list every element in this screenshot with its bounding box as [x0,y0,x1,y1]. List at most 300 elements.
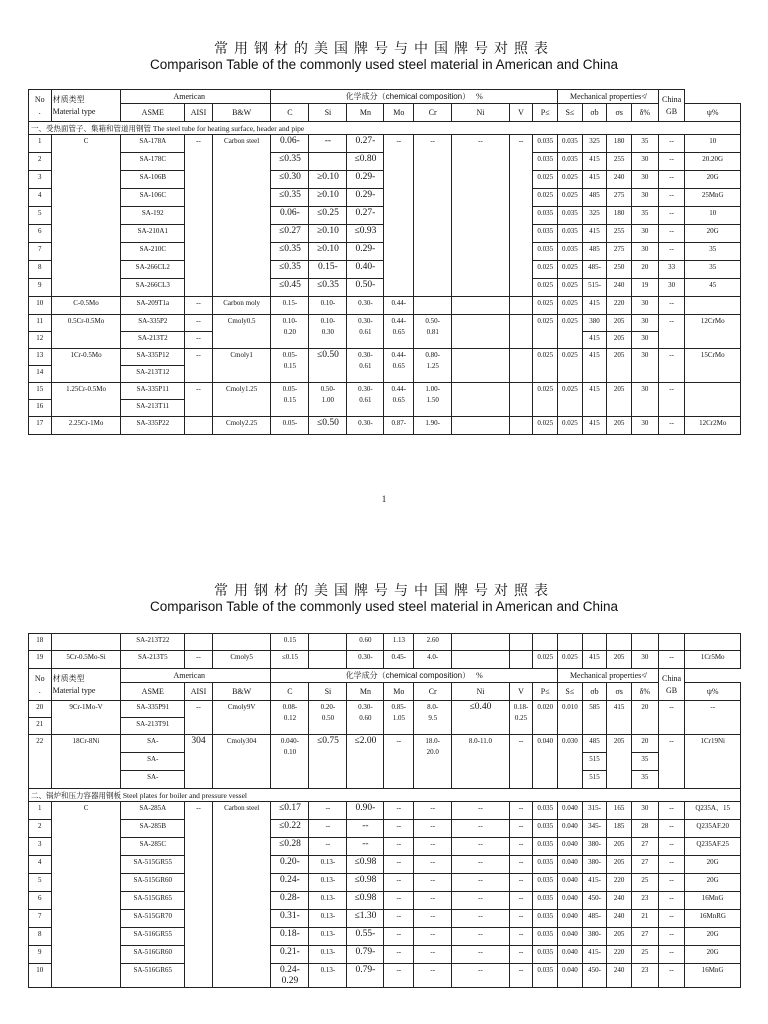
header-mn: Mn [347,104,384,122]
table-cell: 205 [607,383,632,417]
table-cell: 205 [607,315,632,332]
table-cell: -- [658,315,685,349]
table-cell: 240 [607,892,632,910]
table-cell: 0.06- [271,135,309,153]
table-cell: 15CrMo [685,349,741,383]
header-mo: Mo [384,683,414,701]
table-cell: 0.21- [271,946,309,964]
table-cell: 240 [607,964,632,988]
table-cell: 30 [632,171,659,189]
table-cell: 0.10- [309,297,347,315]
table-cell: 0.13- [309,928,347,946]
table-cell: 15 [29,383,52,400]
material-cell: C-0.5Mo [51,297,121,315]
table-cell: 8.0-11.0 [452,735,510,789]
table-cell: 0.13- [309,892,347,910]
header-american: American [121,669,271,683]
table-cell: -- [414,946,452,964]
table-cell [685,383,741,417]
table-row [29,892,741,910]
header-sb: σb [582,683,607,701]
table-cell: -- [658,735,685,789]
table-cell: 30 [632,189,659,207]
table-cell: SA- [121,753,185,771]
table-cell: ≥0.10 [309,225,347,243]
table-cell: -- [384,802,414,820]
table-cell: 415 [582,651,607,669]
table-cell: 4.0- [414,651,452,669]
table-row [29,315,741,332]
table-cell: 205 [607,928,632,946]
table-cell: ≤0.45 [271,279,309,297]
table-cell [509,315,533,349]
table-cell: ≤0.35 [271,153,309,171]
section-row [29,122,741,135]
table-cell: 0.040 [558,928,583,946]
table-cell: 10 [685,207,741,225]
table-cell: 28 [631,820,658,838]
table-cell [452,383,510,417]
table-cell: 0.025 [558,383,583,417]
table-cell: 0.13- [309,856,347,874]
table-cell: SA-335P22 [121,417,185,435]
table-cell: 20G [685,928,741,946]
table-cell: 0.035 [558,153,583,171]
table-cell: 240 [607,910,632,928]
table-cell: 30 [632,243,659,261]
table-cell [309,634,347,651]
table-cell: ≥0.10 [309,189,347,207]
table-cell: 11 [29,315,52,332]
table-cell: -- [452,802,510,820]
table-cell: 250 [607,261,632,279]
table-cell: 10 [29,297,52,315]
table-cell: 30 [632,349,659,383]
table-cell: 4 [29,856,52,874]
table-cell: 7 [29,243,52,261]
table-cell: -- [347,820,384,838]
table-cell: 485 [582,243,607,261]
table-cell: -- [658,701,685,735]
table-cell: 0.040 [533,735,558,789]
table-cell [452,349,510,383]
table-cell: -- [414,135,452,297]
table-cell: -- [658,964,685,988]
header-mechanical: Mechanical properties≮ [558,669,659,683]
table-cell: 0.025 [533,383,558,417]
table-cell: Q235AF.25 [685,838,741,856]
header-ni: Ni [452,683,510,701]
table-cell: 1.13 [384,634,414,651]
table-cell: 0.025 [558,349,583,383]
table-cell: 0.13- [309,874,347,892]
table-cell: ≤0.30 [271,171,309,189]
table-cell: SA-335P11 [121,383,185,400]
table-cell: 0.040 [558,964,583,988]
table-cell: 205 [607,856,632,874]
table-cell: 0.15 [271,634,309,651]
header-row [29,669,741,683]
table-cell: SA-335P2 [121,315,185,332]
header-psi: ψ% [685,683,741,701]
table-cell [452,651,510,669]
table-cell: 4 [29,189,52,207]
material-cell: 9Cr-1Mo-V [51,701,121,735]
table-cell: 325 [582,135,607,153]
table-cell: -- [309,802,347,820]
table-cell: 515 [582,753,607,771]
table-cell: 0.29- [347,189,384,207]
header-c: C [271,104,309,122]
table-cell: 0.15- [271,297,309,315]
table-cell: 0.035 [533,225,558,243]
section-row [29,789,741,802]
table-cell: 0.040 [558,892,583,910]
section-heading: 二、锅炉和压力容器用钢板 Steel plates for boiler and pressure vessel [29,789,741,802]
table-cell: 2.60 [414,634,452,651]
table-cell: 20.20G [685,153,741,171]
table-cell: 0.31- [271,910,309,928]
material-cell: 2.25Cr-1Mo [51,417,121,435]
table-cell: -- [685,701,741,735]
table-cell: Q235A、15 [685,802,741,820]
table-cell: SA-106B [121,171,185,189]
table-cell: 180 [607,207,632,225]
table-cell: 27 [631,838,658,856]
table-cell: 0.025 [558,279,583,297]
table-cell: -- [658,802,685,820]
table-cell: 1Cr5Mo [685,651,741,669]
table-cell: 0.24- 0.29 [271,964,309,988]
table-cell: 16MnG [685,892,741,910]
table-cell: SA-178C [121,153,185,171]
table-cell: -- [509,856,533,874]
header-psi: ψ% [685,104,741,122]
table-cell: 30 [631,651,658,669]
table-cell: 23 [631,892,658,910]
table-cell [452,634,510,651]
table-cell: 315- [582,802,607,820]
table-cell: SA- [121,735,185,753]
table-cell: 0.035 [533,243,558,261]
table-cell: ≤0.35 [309,279,347,297]
table-cell: 205 [607,417,632,435]
table-cell: ≥0.10 [309,171,347,189]
table-cell: 12CrMo [685,315,741,349]
table-cell: 205 [607,838,632,856]
table-cell [452,417,510,435]
table-cell [607,634,632,651]
table-cell: ≤0.17 [271,802,309,820]
table-cell: -- [384,820,414,838]
table-cell: -- [185,802,213,988]
table-cell: 0.010 [558,701,583,735]
table-cell: -- [658,910,685,928]
table-cell: 485 [582,735,607,753]
table-cell: 18 [29,634,52,651]
table-cell: 35 [631,771,658,789]
table-cell: SA-516GR60 [121,946,185,964]
table-cell: 220 [607,297,632,315]
table-cell [558,634,583,651]
table-cell: 2 [29,820,52,838]
table-cell: -- [384,928,414,946]
table-cell: 0.50- 0.81 [414,315,452,349]
table-cell: -- [658,856,685,874]
table-cell: 0.44- 0.65 [384,349,414,383]
table-cell: 275 [607,189,632,207]
table-cell: -- [414,856,452,874]
table-cell: ≤0.98 [347,856,384,874]
table-cell [509,297,533,315]
table-cell: -- [452,928,510,946]
table-cell: SA- [121,771,185,789]
table-cell: 0.15- [309,261,347,279]
table-cell: -- [185,651,213,669]
table-cell: 0.28- [271,892,309,910]
table-cell: 380- [582,928,607,946]
table-cell: 0.035 [558,225,583,243]
table-cell: 30 [632,417,659,435]
table-cell: 25 [631,946,658,964]
table-cell: 0.44- [384,297,414,315]
table-row [29,802,741,820]
table-cell: 345- [582,820,607,838]
table-row [29,349,741,366]
header-asme: ASME [121,683,185,701]
table-cell: 0.30- [347,297,384,315]
header-mo: Mo [384,104,414,122]
table-cell: 8 [29,928,52,946]
table-cell: 20G [685,171,741,189]
table-cell: 0.18- 0.25 [509,701,533,735]
table-cell: 1.00- 1.50 [414,383,452,417]
table-cell: 325 [582,207,607,225]
table-cell [685,297,741,315]
table-cell: 180 [607,135,632,153]
table-cell: ≤0.40 [452,701,510,735]
table-cell: 6 [29,225,52,243]
table-cell: 240 [607,171,632,189]
table-cell [631,634,658,651]
table-cell: -- [658,417,685,435]
table-cell [685,634,741,651]
table-cell: 0.025 [558,315,583,349]
table-cell: -- [414,802,452,820]
table-cell: -- [185,332,213,349]
table-cell: Carbon steel [212,802,271,988]
table-cell: 20G [685,856,741,874]
header-delta: δ% [632,104,659,122]
title-english: Comparison Table of the commonly used steel material in American and China [150,57,618,72]
header-v: V [509,683,533,701]
table-cell: 0.035 [533,838,558,856]
table-cell: 0.035 [558,243,583,261]
table-cell: 35 [685,261,741,279]
table-cell: -- [309,135,347,153]
table-cell: 20 [631,735,658,753]
table-cell: 415 [582,153,607,171]
table-cell: 30 [632,332,659,349]
table-cell: 0.040 [558,910,583,928]
table-cell: 0.035 [533,946,558,964]
table-cell: Cmoly304 [212,735,271,789]
header-row [29,104,741,122]
table-cell: SA-285B [121,820,185,838]
table-cell: -- [509,946,533,964]
table-cell: 20G [685,946,741,964]
table-cell: 165 [607,802,632,820]
table-cell: -- [509,135,533,297]
table-cell: SA-192 [121,207,185,225]
table-cell: 0.30- [347,417,384,435]
table-cell: -- [658,171,685,189]
table-cell: 0.025 [558,417,583,435]
table-cell: 19 [29,651,52,669]
table-cell: 450- [582,892,607,910]
table-cell: 9 [29,946,52,964]
table-cell: SA-210A1 [121,225,185,243]
table-cell: 304 [185,735,213,789]
table-cell: 30 [632,315,659,332]
table-row [29,928,741,946]
section-heading: 一、受热面管子、集箱和管道用钢管 The steel tube for heating surface, header and pipe [29,122,741,135]
header-no: No . [29,90,52,122]
steel-table-2 [28,633,741,988]
table-cell: -- [658,946,685,964]
table-cell: 0.025 [533,171,558,189]
table-cell: -- [452,820,510,838]
table-cell: -- [384,892,414,910]
table-cell: SA-285C [121,838,185,856]
table-cell: 8.0- 9.5 [414,701,452,735]
table-cell: 0.29- [347,243,384,261]
table-cell: 0.035 [533,153,558,171]
table-cell: 0.60 [347,634,384,651]
table-cell: 0.025 [533,279,558,297]
material-cell: 18Cr-8Ni [51,735,121,789]
table-cell: SA-335P12 [121,349,185,366]
table-cell: 3 [29,838,52,856]
table-cell: 0.025 [558,171,583,189]
table-cell: 515- [582,279,607,297]
table-cell: -- [414,892,452,910]
table-cell: SA-213T91 [121,718,185,735]
table-cell: 9 [29,279,52,297]
table-cell: SA-516GR65 [121,964,185,988]
table-cell: 0.30- [347,651,384,669]
table-cell: 25MnG [685,189,741,207]
table-cell: 415 [582,349,607,383]
table-cell: 485- [582,910,607,928]
table-cell: 0.035 [533,207,558,225]
table-cell: 5 [29,874,52,892]
table-cell: ≤0.98 [347,874,384,892]
table-cell: -- [452,838,510,856]
header-sb: σb [582,104,607,122]
table-cell: 0.035 [533,820,558,838]
table-cell [212,634,271,651]
table-cell [509,651,533,669]
table-cell: -- [658,838,685,856]
table-cell: 0.025 [533,651,558,669]
table-cell: SA-516GR55 [121,928,185,946]
table-cell: Carbon moly [212,297,271,315]
table-cell: 22 [29,735,52,789]
table-cell: 380- [582,838,607,856]
table-cell: ≤1.30 [347,910,384,928]
table-cell: SA-209T1a [121,297,185,315]
table-cell: SA-285A [121,802,185,820]
material-cell: 0.5Cr-0.5Mo [51,315,121,349]
table-cell: -- [509,735,533,789]
table-cell: -- [509,964,533,988]
table-cell: -- [658,874,685,892]
table-cell: 0.05- 0.15 [271,383,309,417]
table-cell: -- [309,820,347,838]
table-cell: 23 [631,964,658,988]
table-cell: 19 [632,279,659,297]
table-cell: 0.035 [533,892,558,910]
table-cell: 2 [29,153,52,171]
table-cell: 415 [607,701,632,735]
table-cell: 205 [607,332,632,349]
table-cell: 0.035 [558,207,583,225]
table-cell: ≤0.98 [347,892,384,910]
table-row [29,634,741,651]
table-cell: 515 [582,771,607,789]
table-cell: ≤0.35 [271,261,309,279]
table-cell: -- [384,856,414,874]
table-cell: 1.90- [414,417,452,435]
table-cell: 35 [685,243,741,261]
material-cell: C [51,135,121,297]
table-cell: -- [185,135,213,297]
table-cell: 6 [29,892,52,910]
table-cell: 1Cr19Ni [685,735,741,789]
table-cell: 0.025 [558,189,583,207]
table-cell: 415 [582,171,607,189]
header-mn: Mn [347,683,384,701]
table-cell: 0.035 [558,135,583,153]
table-cell: 7 [29,910,52,928]
table-cell: 0.025 [558,261,583,279]
table-row [29,838,741,856]
table-cell: 0.30- 0.61 [347,383,384,417]
table-cell: 0.10- 0.30 [309,315,347,349]
table-cell: 0.30- 0.60 [347,701,384,735]
table-cell: ≤0.22 [271,820,309,838]
table-cell: -- [452,910,510,928]
title-chinese: 常用钢材的美国牌号与中国牌号对照表 [214,583,554,599]
table-cell: 20 [631,701,658,735]
table-cell [509,634,533,651]
table-cell: 0.24- [271,874,309,892]
table-cell: 0.025 [558,297,583,315]
table-cell: 8 [29,261,52,279]
table-cell: SA-213T11 [121,400,185,417]
table-cell: -- [309,838,347,856]
table-cell [509,383,533,417]
table-cell: 16MnG [685,964,741,988]
table-cell: 0.040 [558,838,583,856]
header-chemical: 化学成分（chemical composition） % [271,90,558,104]
table-cell: Cmoly2.25 [212,417,271,435]
table-cell: 0.08- 0.12 [271,701,309,735]
header-v: V [509,104,533,122]
table-cell: 205 [607,651,632,669]
table-cell: 0.79- [347,964,384,988]
